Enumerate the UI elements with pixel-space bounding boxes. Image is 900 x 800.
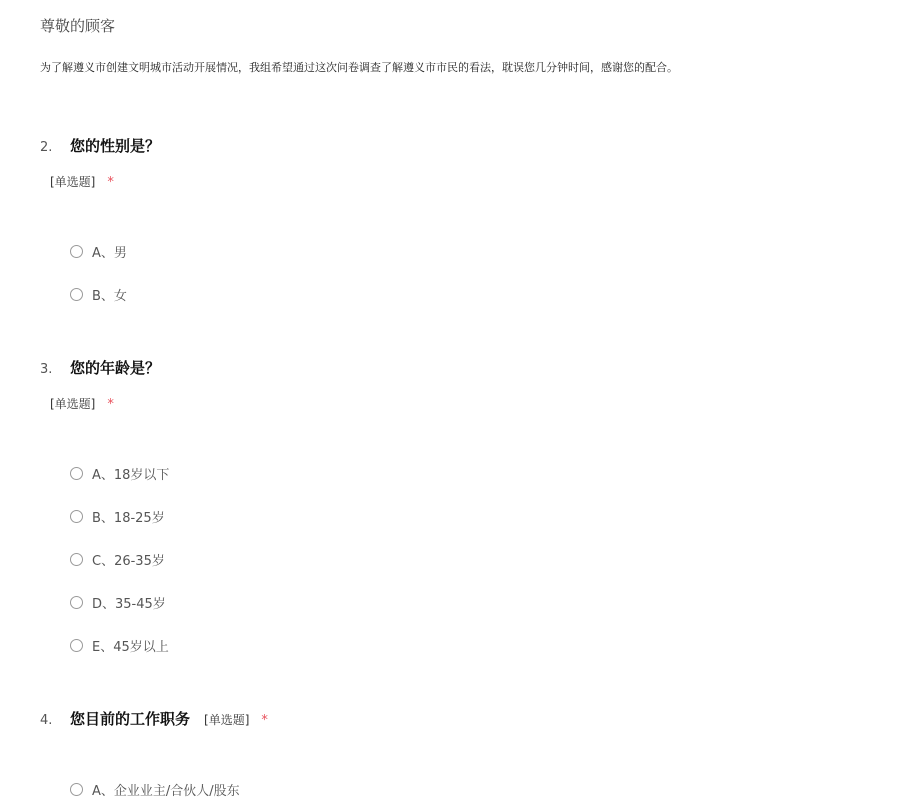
radio-button[interactable]	[70, 639, 83, 652]
greeting-title: 尊敬的顾客	[40, 17, 116, 35]
question-number: 3.	[40, 362, 53, 377]
question-2-meta	[50, 173, 114, 190]
question-4-header	[40, 708, 268, 730]
question-3-header	[40, 357, 160, 379]
option-label: B、女	[92, 288, 127, 304]
option-label: A、企业业主/合伙人/股东	[92, 783, 240, 799]
question-type-badge: [单选题]	[50, 397, 96, 411]
question-type-badge: [单选题]	[50, 175, 96, 189]
option-age-35-45[interactable]	[70, 592, 166, 612]
option-age-under-18[interactable]	[70, 463, 169, 483]
option-label: E、45岁以上	[92, 639, 169, 655]
option-age-26-35[interactable]	[70, 549, 165, 569]
question-number: 2.	[40, 140, 53, 155]
question-title: 您目前的工作职务	[70, 710, 191, 728]
question-title: 您的年龄是？	[70, 359, 161, 377]
radio-button[interactable]	[70, 510, 83, 523]
option-label: C、26-35岁	[92, 553, 165, 569]
radio-button[interactable]	[70, 288, 83, 301]
question-3-meta	[50, 395, 114, 412]
option-gender-male[interactable]	[70, 241, 127, 261]
option-label: B、18-25岁	[92, 510, 165, 526]
question-title: 您的性别是？	[70, 137, 161, 155]
option-label: D、35-45岁	[92, 596, 166, 612]
radio-button[interactable]	[70, 596, 83, 609]
radio-button[interactable]	[70, 245, 83, 258]
required-marker: *	[107, 397, 114, 412]
option-gender-female[interactable]	[70, 284, 127, 304]
option-job-owner[interactable]	[70, 779, 240, 799]
required-marker: *	[261, 713, 268, 728]
option-age-18-25[interactable]	[70, 506, 165, 526]
radio-button[interactable]	[70, 467, 83, 480]
question-2-header	[40, 135, 160, 157]
radio-button[interactable]	[70, 783, 83, 796]
required-marker: *	[107, 175, 114, 190]
option-label: A、男	[92, 245, 127, 261]
question-number: 4.	[40, 713, 53, 728]
option-label: A、18岁以下	[92, 467, 170, 483]
option-age-over-45[interactable]	[70, 635, 169, 655]
survey-intro: 为了解遵义市创建文明城市活动开展情况，我组希望通过这次问卷调查了解遵义市市民的看法，耽误您几分钟时间，感谢您的配合。	[40, 61, 678, 74]
question-type-badge: [单选题]	[204, 713, 250, 727]
radio-button[interactable]	[70, 553, 83, 566]
